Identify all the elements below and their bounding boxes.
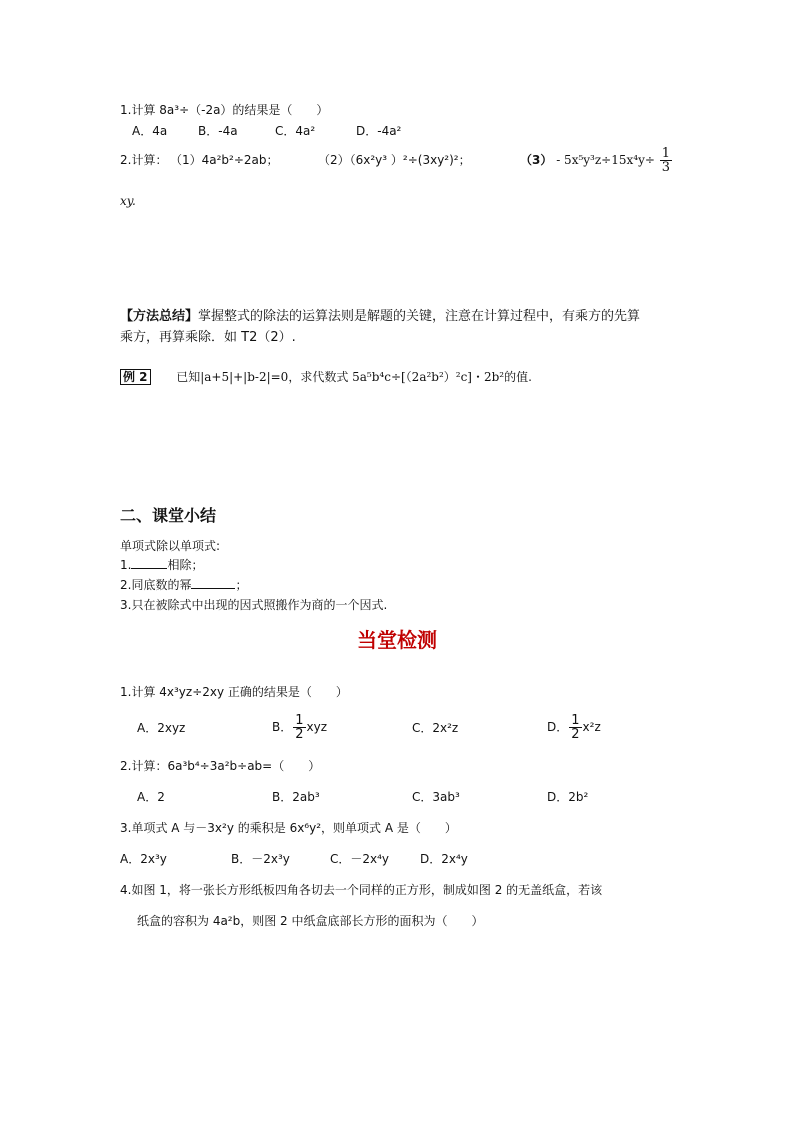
check-section-title: 当堂检测 <box>357 628 437 652</box>
summary-line-1 <box>120 557 203 573</box>
summary-line-3: 3.只在被除式中出现的因式照搬作为商的一个因式. <box>120 598 388 612</box>
example-2 <box>120 369 532 385</box>
q1-option-b: B．-4a <box>198 124 238 138</box>
check-q1-option-a: A．2xyz <box>137 721 186 735</box>
option-letter: D． <box>547 720 569 734</box>
summary-line-0: 单项式除以单项式: <box>120 539 221 553</box>
fraction-denominator: 2 <box>295 727 304 742</box>
fill-blank <box>131 568 167 569</box>
fraction <box>293 714 305 741</box>
example-2-text: 已知|a+5|+|b-2|=0，求代数式 5a⁵b⁴c÷[（2a²b²）²c]・2b²的值. <box>176 370 532 384</box>
q1-option-a: A．4a <box>132 124 168 138</box>
q2-part-3-fraction <box>660 147 672 174</box>
q2-part-1: （1）4a²b²÷2ab； <box>170 153 279 167</box>
check-q3-option-b: B．－2x³y <box>231 852 290 866</box>
summary-section-title: 二、课堂小结 <box>120 506 217 525</box>
check-q1-option-c: C．2x²z <box>412 721 459 735</box>
summary-line-2-suffix: ； <box>235 578 248 592</box>
check-q4-line-1: 4.如图 1，将一张长方形纸板四角各切去一个同样的正方形，制成如图 2 的无盖纸盒，若该 <box>120 883 603 897</box>
check-q1-option-b <box>272 710 327 744</box>
check-q2-option-c: C．3ab³ <box>412 790 460 804</box>
method-summary-line-2: 乘方，再算乘除．如 T2（2）. <box>120 330 296 345</box>
q2-part-3-expression: - 5x⁵y³z÷15x⁴y÷ <box>556 153 655 167</box>
check-q2-stem: 2.计算：6a³b⁴÷3a²b÷ab=（ ） <box>120 759 321 773</box>
check-q3-stem: 3.单项式 A 与－3x²y 的乘积是 6x⁶y²，则单项式 A 是（ ） <box>120 821 457 835</box>
example-2-label: 例 2 <box>120 369 151 385</box>
q2-part-3-continuation: xy. <box>120 194 136 208</box>
fraction <box>569 714 581 741</box>
summary-line-2-prefix: 2.同底数的幂 <box>120 578 192 592</box>
summary-line-1-suffix: 相除； <box>167 558 204 572</box>
fraction-denominator: 2 <box>571 727 580 742</box>
summary-line-2 <box>120 577 247 593</box>
option-expression: x²z <box>582 720 601 734</box>
check-q2-option-b: B．2ab³ <box>272 790 320 804</box>
fraction-denominator: 3 <box>661 160 671 175</box>
check-q3-option-d: D．2x⁴y <box>420 852 468 866</box>
check-q4-line-2: 纸盒的容积为 4a²b，则图 2 中纸盒底部长方形的面积为（ ） <box>137 914 484 928</box>
question-2-stem: 2.计算： <box>120 153 168 167</box>
option-letter: B． <box>272 720 293 734</box>
check-q2-option-d: D．2b² <box>547 790 589 804</box>
fraction-numerator: 1 <box>571 713 580 728</box>
check-q2-option-a: A．2 <box>137 790 165 804</box>
summary-line-1-prefix: 1. <box>120 558 132 572</box>
q1-option-c: C．4a² <box>275 124 316 138</box>
q2-part-2: （2）（6x²y³ ）²÷(3xy²)²； <box>318 153 471 167</box>
fill-blank <box>191 588 235 589</box>
fraction-numerator: 1 <box>295 713 304 728</box>
method-summary-line-1 <box>120 308 640 326</box>
method-summary-label: 【方法总结】 <box>120 309 199 324</box>
check-q1-option-d <box>547 710 601 744</box>
fraction-numerator: 1 <box>661 146 671 161</box>
check-q3-option-c: C．－2x⁴y <box>330 852 390 866</box>
method-summary-text-1: 掌握整式的除法的运算法则是解题的关键，注意在计算过程中，有乘方的先算 <box>198 309 641 324</box>
q2-part-3-label: （3） <box>520 153 553 167</box>
option-expression: xyz <box>306 720 328 734</box>
q2-part-3 <box>520 146 673 174</box>
check-q3-option-a: A．2x³y <box>120 852 167 866</box>
q1-option-d: D．-4a² <box>356 124 402 138</box>
question-1-stem: 1.计算 8a³÷（-2a）的结果是（ ） <box>120 103 329 117</box>
check-q1-stem: 1.计算 4x³yz÷2xy 正确的结果是（ ） <box>120 685 348 699</box>
